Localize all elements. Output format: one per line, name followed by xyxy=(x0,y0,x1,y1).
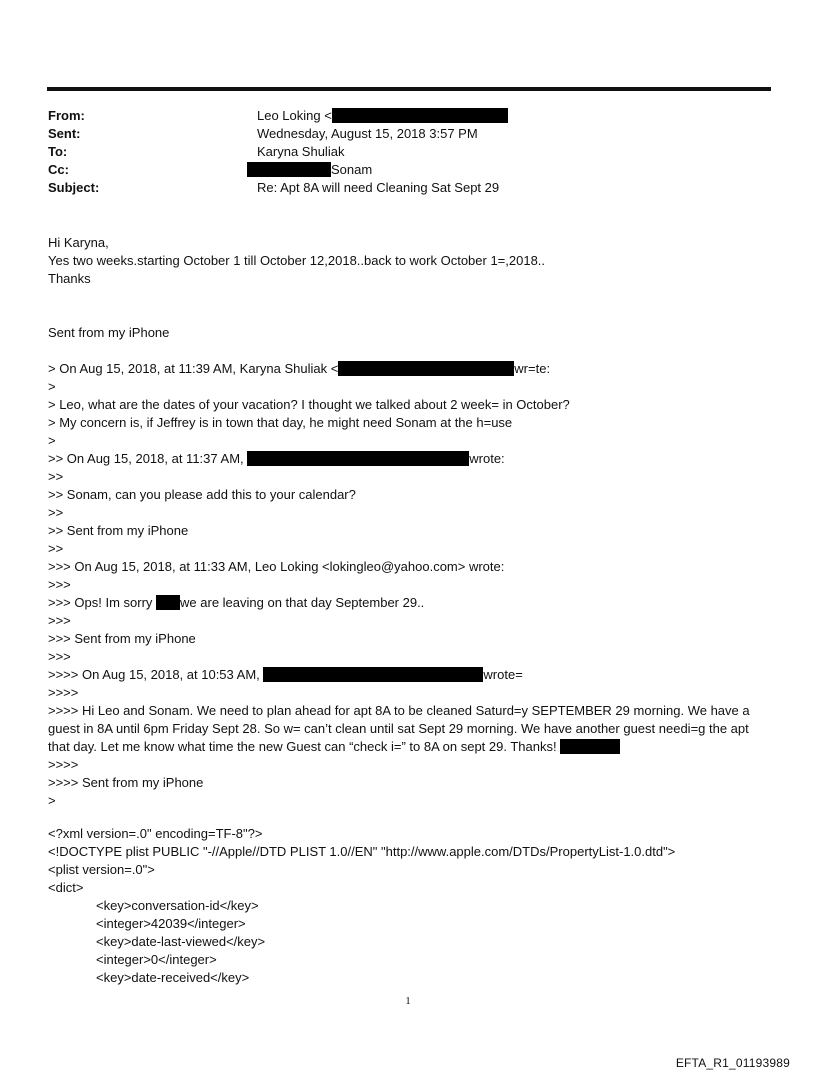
subject-label: Subject: xyxy=(48,180,100,195)
quote-text: wrote= xyxy=(483,667,523,682)
quoted-line: >>>> xyxy=(48,685,79,700)
quoted-line: > Leo, what are the dates of your vacation? I thought we talked about 2 week= in October? xyxy=(48,397,570,412)
quote-text: >> On Aug 15, 2018, at 11:37 AM, xyxy=(48,451,244,466)
quoted-line xyxy=(48,594,768,612)
to-value: Karyna Shuliak xyxy=(257,144,345,159)
from-value xyxy=(257,107,508,125)
quoted-line: >>> xyxy=(48,577,71,592)
cc-label: Cc: xyxy=(48,162,69,177)
xml-line: <key>date-last-viewed</key> xyxy=(96,934,266,949)
redaction-block xyxy=(247,451,469,466)
signature: Sent from my iPhone xyxy=(48,325,170,340)
redaction-block xyxy=(560,739,620,754)
from-label: From: xyxy=(48,108,85,123)
thanks: Thanks xyxy=(48,271,91,286)
quoted-line: >> xyxy=(48,469,64,484)
quoted-line: > xyxy=(48,433,56,448)
redaction-block xyxy=(156,595,180,610)
redaction-block xyxy=(247,162,331,177)
quoted-line: >> xyxy=(48,505,64,520)
from-text: Leo Loking < xyxy=(257,108,332,123)
quote-text: wr=te: xyxy=(514,361,551,376)
quoted-line: >> Sonam, can you please add this to your calendar? xyxy=(48,487,356,502)
redaction-block xyxy=(332,108,508,123)
bates-number: EFTA_R1_01193989 xyxy=(675,1056,790,1070)
message-line: Yes two weeks.starting October 1 till October 12,2018..back to work October 1=,2018.. xyxy=(48,253,546,268)
xml-line: <?xml version=.0" encoding=TF-8"?> xyxy=(48,826,263,841)
quoted-line: >>> xyxy=(48,613,71,628)
sent-label: Sent: xyxy=(48,126,81,141)
quote-text: >>> Ops! Im sorry xyxy=(48,595,153,610)
quoted-line xyxy=(48,666,768,684)
header-rule xyxy=(47,87,771,91)
xml-line: <!DOCTYPE plist PUBLIC "-//Apple//DTD PLIST 1.0//EN" "http://www.apple.com/DTDs/PropertyList-1.0.dtd"> xyxy=(48,844,676,859)
redaction-block xyxy=(338,361,514,376)
xml-line: <integer>42039</integer> xyxy=(96,916,246,931)
cc-text: Sonam xyxy=(331,162,373,177)
xml-line: <dict> xyxy=(48,880,84,895)
quoted-line: >>>> Sent from my iPhone xyxy=(48,775,204,790)
signature-block xyxy=(48,324,768,342)
sent-value: Wednesday, August 15, 2018 3:57 PM xyxy=(257,126,478,141)
quoted-paragraph xyxy=(48,702,768,756)
quoted-thread xyxy=(48,360,768,810)
xml-block xyxy=(48,825,768,987)
quoted-line: >>> xyxy=(48,649,71,664)
quoted-line: >> xyxy=(48,541,64,556)
quoted-line: > xyxy=(48,379,56,394)
greeting: Hi Karyna, xyxy=(48,235,109,250)
page-number: 1 xyxy=(405,995,411,1007)
quote-text: we are leaving on that day September 29.. xyxy=(180,595,425,610)
quoted-line: > My concern is, if Jeffrey is in town that day, he might need Sonam at the h=use xyxy=(48,415,513,430)
subject-value: Re: Apt 8A will need Cleaning Sat Sept 29 xyxy=(257,180,500,195)
quoted-line xyxy=(48,450,768,468)
quoted-line: >>> Sent from my iPhone xyxy=(48,631,196,646)
xml-line: <key>conversation-id</key> xyxy=(96,898,259,913)
quoted-line: > xyxy=(48,793,56,808)
redaction-block xyxy=(263,667,483,682)
quote-text: > On Aug 15, 2018, at 11:39 AM, Karyna Shuliak < xyxy=(48,361,339,376)
cc-value xyxy=(247,161,372,179)
quote-text: wrote: xyxy=(469,451,505,466)
quoted-line: >> Sent from my iPhone xyxy=(48,523,189,538)
quoted-line: >>> On Aug 15, 2018, at 11:33 AM, Leo Loking <lokingleo@yahoo.com> wrote: xyxy=(48,559,505,574)
quote-text: >>>> On Aug 15, 2018, at 10:53 AM, xyxy=(48,667,260,682)
message-body xyxy=(48,234,768,288)
quoted-line: >>>> xyxy=(48,757,79,772)
xml-line: <integer>0</integer> xyxy=(96,952,217,967)
xml-line: <plist version=.0"> xyxy=(48,862,155,877)
to-label: To: xyxy=(48,144,68,159)
quoted-line xyxy=(48,360,768,378)
quote-text: >>>> Hi Leo and Sonam. We need to plan ahead for apt 8A to be cleaned Saturd=y SEPTEMBER 29 morning. We have a guest in 8A until 6pm Friday Sept 28. So w= can’t clean until sat Sept 29 morning. We have another guest needi=g the apt that day. Let me know what time the new Guest can “check i=” to 8A on sept 29. Thanks! xyxy=(48,703,750,754)
xml-line: <key>date-received</key> xyxy=(96,970,250,985)
